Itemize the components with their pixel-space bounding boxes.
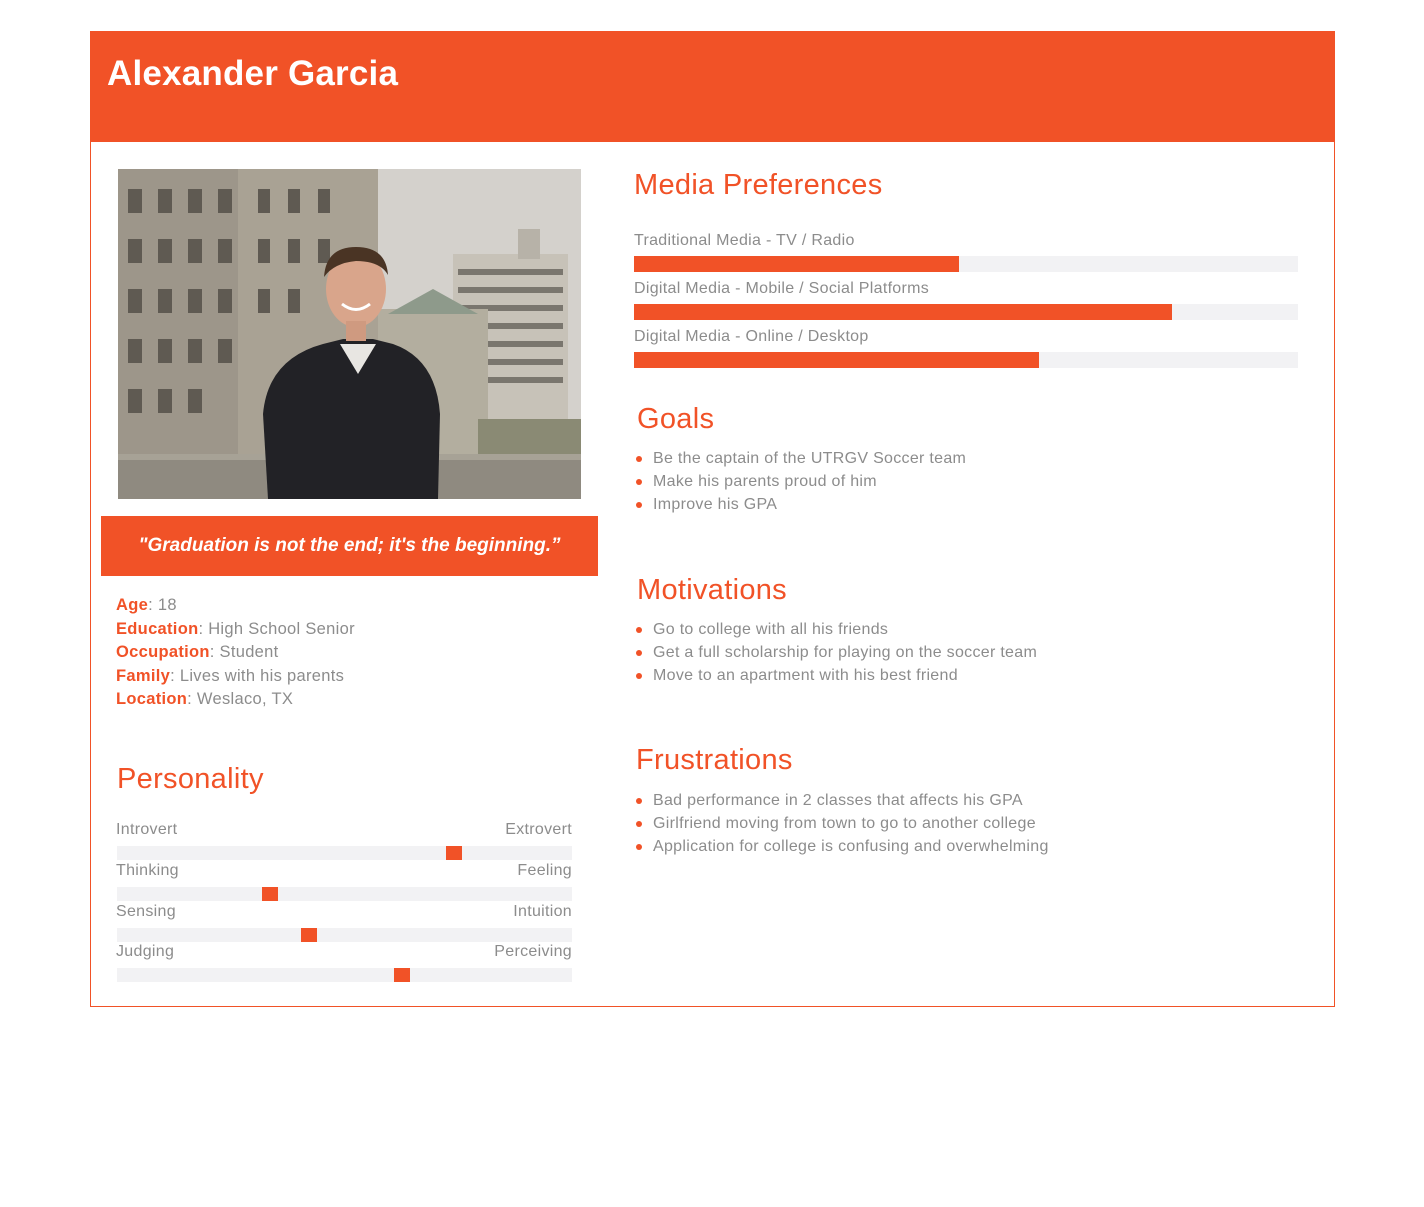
trait-scale [117,968,572,982]
trait-left-label: Sensing [116,903,176,920]
trait-marker [262,887,278,901]
bullet-icon [636,502,642,508]
media-bar-fill [634,352,1039,368]
demographic-key: Family [116,666,171,685]
bullet-icon [636,673,642,679]
demographic-education [116,618,355,642]
trait-sensing-intuition [116,903,572,943]
list-item [636,835,1049,858]
list-item-text: Bad performance in 2 classes that affects his GPA [653,792,1023,809]
trait-scale [117,887,572,901]
list-item [636,618,1037,641]
demographic-family [116,665,355,689]
trait-introvert-extrovert [116,821,572,861]
trait-thinking-feeling [116,862,572,902]
demographic-value: : Student [209,643,279,661]
trait-right-label: Feeling [517,862,572,879]
motivations-heading: Motivations [637,574,787,606]
list-item-text: Be the captain of the UTRGV Soccer team [653,450,967,467]
demographic-key: Age [116,596,149,614]
frustrations-list [636,789,1049,858]
list-item-text: Go to college with all his friends [653,621,889,638]
trait-scale [117,928,572,942]
persona-photo [118,169,581,499]
list-item [636,812,1049,835]
media-preferences-heading: Media Preferences [634,169,883,201]
trait-marker [394,968,410,982]
bullet-icon [636,479,642,485]
list-item-text: Improve his GPA [653,496,778,513]
media-item-mobile-social [634,280,1298,324]
goals-heading: Goals [637,403,715,435]
bullet-icon [636,821,642,827]
bullet-icon [636,650,642,656]
goals-list [636,447,966,516]
demographic-value: : Weslaco, TX [187,690,294,708]
list-item-text: Girlfriend moving from town to go to another college [653,815,1036,832]
trait-judging-perceiving [116,943,572,983]
demographic-value: : High School Senior [198,619,355,638]
demographic-key: Location [116,690,188,708]
media-item-label: Traditional Media - TV / Radio [634,232,855,249]
list-item [636,493,966,516]
media-item-label: Digital Media - Mobile / Social Platforms [634,280,930,297]
demographics [116,594,355,712]
media-bar-fill [634,304,1172,320]
bullet-icon [636,844,642,850]
list-item-text: Get a full scholarship for playing on the soccer team [653,644,1038,661]
demographic-occupation [116,641,355,665]
frustrations-heading: Frustrations [636,744,793,776]
persona-quote: "Graduation is not the end; it's the beginning.” [101,516,598,576]
media-item-traditional [634,232,1298,276]
demographic-value: : 18 [148,596,177,614]
media-bar-track [634,352,1298,368]
trait-left-label: Introvert [116,821,178,838]
motivations-list [636,618,1037,687]
list-item [636,789,1049,812]
list-item [636,641,1037,664]
bullet-icon [636,456,642,462]
personality-heading: Personality [117,763,264,795]
list-item-text: Application for college is confusing and overwhelming [653,838,1049,855]
demographic-key: Education [116,619,199,638]
bullet-icon [636,627,642,633]
demographic-location [116,688,355,712]
trait-marker [446,846,462,860]
trait-scale [117,846,572,860]
trait-left-label: Judging [116,943,175,960]
list-item [636,470,966,493]
media-item-online-desktop [634,328,1298,372]
trait-left-label: Thinking [116,862,179,879]
media-bar-track [634,256,1298,272]
media-bar-fill [634,256,959,272]
trait-right-label: Extrovert [505,821,572,838]
trait-right-label: Intuition [513,903,572,920]
media-bar-track [634,304,1298,320]
persona-name: Alexander Garcia [107,54,399,93]
list-item [636,447,966,470]
list-item-text: Make his parents proud of him [653,473,877,490]
bullet-icon [636,798,642,804]
persona-card [90,31,1335,1007]
persona-header [91,32,1334,142]
demographic-key: Occupation [116,643,210,661]
list-item-text: Move to an apartment with his best friend [653,667,958,684]
trait-marker [301,928,317,942]
trait-right-label: Perceiving [494,943,572,960]
list-item [636,664,1037,687]
demographic-value: : Lives with his parents [170,666,345,685]
media-item-label: Digital Media - Online / Desktop [634,328,869,345]
demographic-age [116,594,355,618]
